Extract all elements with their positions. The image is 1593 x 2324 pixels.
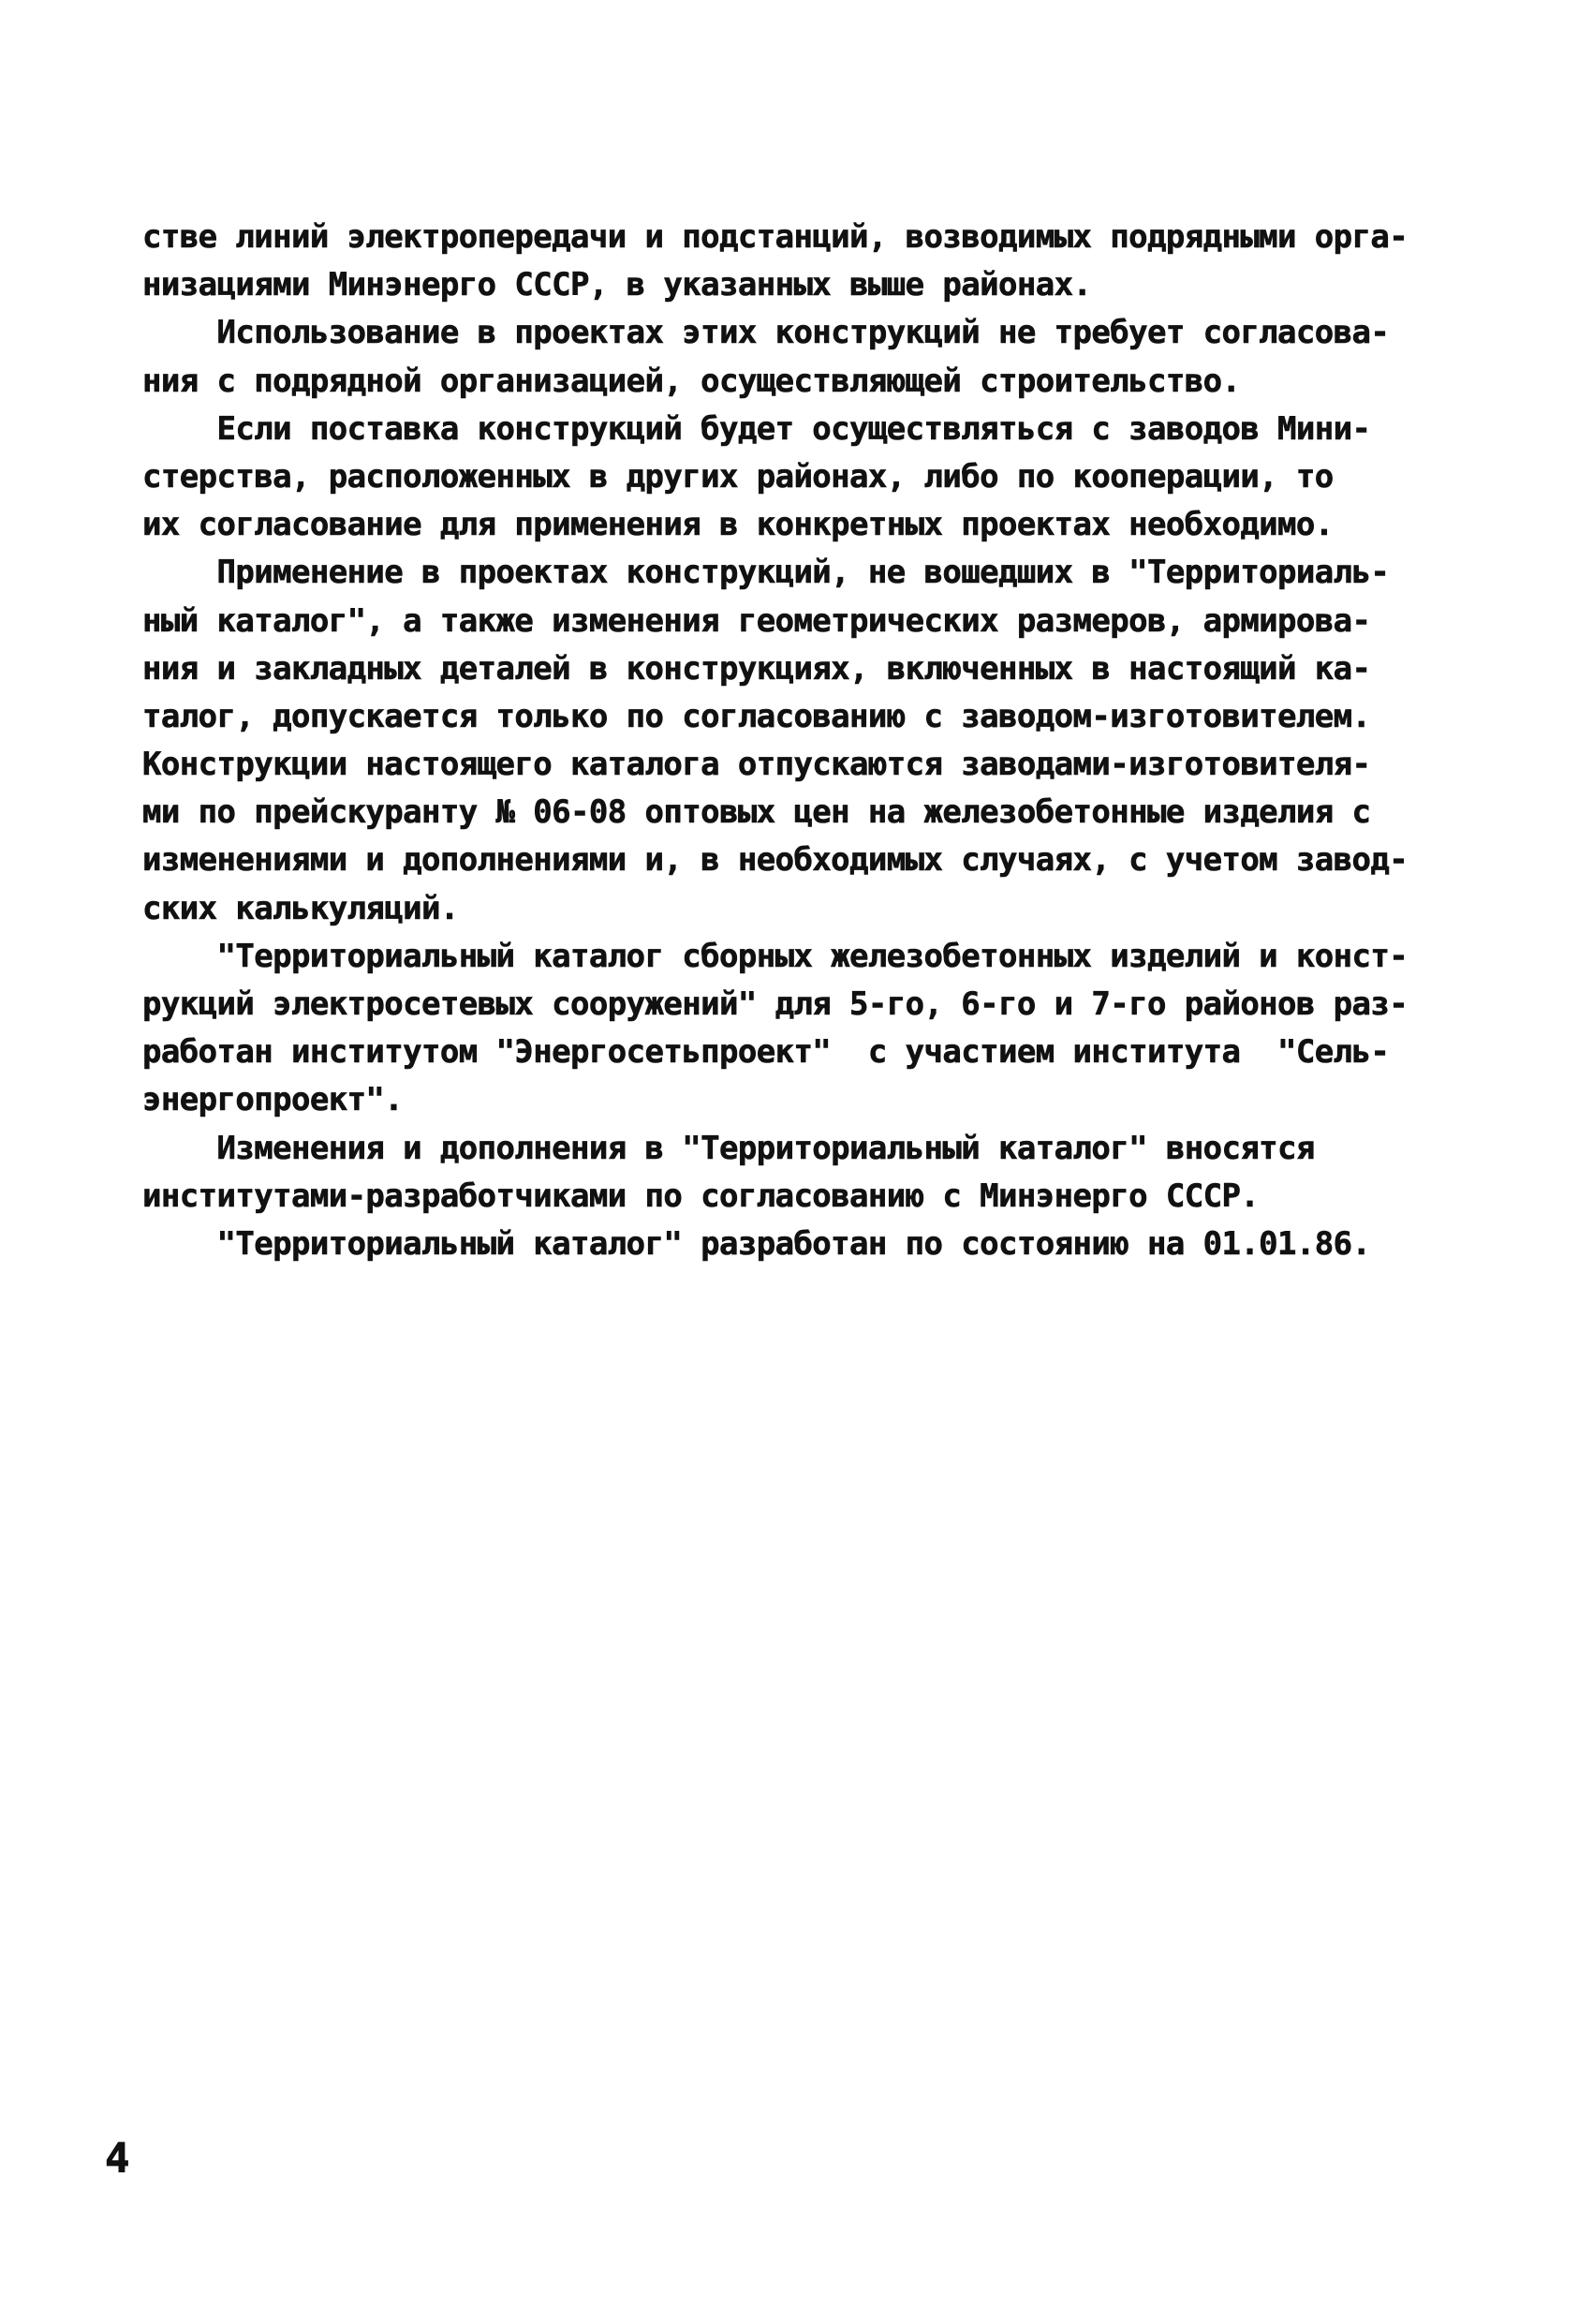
text-line: низациями Минэнерго СССР, в указанных выше районах. xyxy=(142,266,1092,304)
text-line: работан институтом "Энергосетьпроект" с участием института "Сель- xyxy=(142,1033,1390,1072)
text-line: ния с подрядной организацией, осуществляющей строительство. xyxy=(142,362,1241,400)
text-line: Конструкции настоящего каталога отпускаются заводами-изготовителя- xyxy=(142,746,1371,784)
text-line: энергопроект". xyxy=(142,1081,404,1119)
text-line: "Территориальный каталог" разработан по состоянию на 01.01.86. xyxy=(142,1224,1371,1263)
text-line: институтами-разработчиками по согласованию с Минэнерго СССР. xyxy=(142,1177,1260,1215)
text-line: ми по прейскуранту № 06-08 оптовых цен на железобетонные изделия с xyxy=(142,793,1371,832)
text-line: "Территориальный каталог сборных железобетонных изделий и конст- xyxy=(142,937,1409,975)
text-line: стве линий электропередачи и подстанций, возводимых подрядными орга- xyxy=(142,218,1409,256)
text-line: стерства, расположенных в других районах, либо по кооперации, то xyxy=(142,457,1334,496)
text-line: Изменения и дополнения в "Территориальный каталог" вносятся xyxy=(142,1129,1315,1167)
text-line: ный каталог", а также изменения геометрических размеров, армирова- xyxy=(142,601,1371,640)
text-line: ния и закладных деталей в конструкциях, включенных в настоящий ка- xyxy=(142,649,1371,688)
body-text xyxy=(142,214,1491,1268)
text-line: Применение в проектах конструкций, не вошедших в "Территориаль- xyxy=(142,554,1390,592)
text-line: их согласование для применения в конкретных проектах необходимо. xyxy=(142,506,1334,544)
text-line: ских калькуляций. xyxy=(142,889,459,927)
text-line: изменениями и дополнениями и, в необходимых случаях, с учетом завод- xyxy=(142,841,1409,880)
text-line: рукций электросетевых сооружений" для 5-го, 6-го и 7-го районов раз- xyxy=(142,985,1409,1023)
page-number: 4 xyxy=(105,2135,130,2183)
text-line: талог, допускается только по согласованию с заводом-изготовителем. xyxy=(142,697,1371,735)
text-line: Использование в проектах этих конструкций не требует согласова- xyxy=(142,314,1390,352)
text-line: Если поставка конструкций будет осуществляться с заводов Мини- xyxy=(142,409,1371,448)
